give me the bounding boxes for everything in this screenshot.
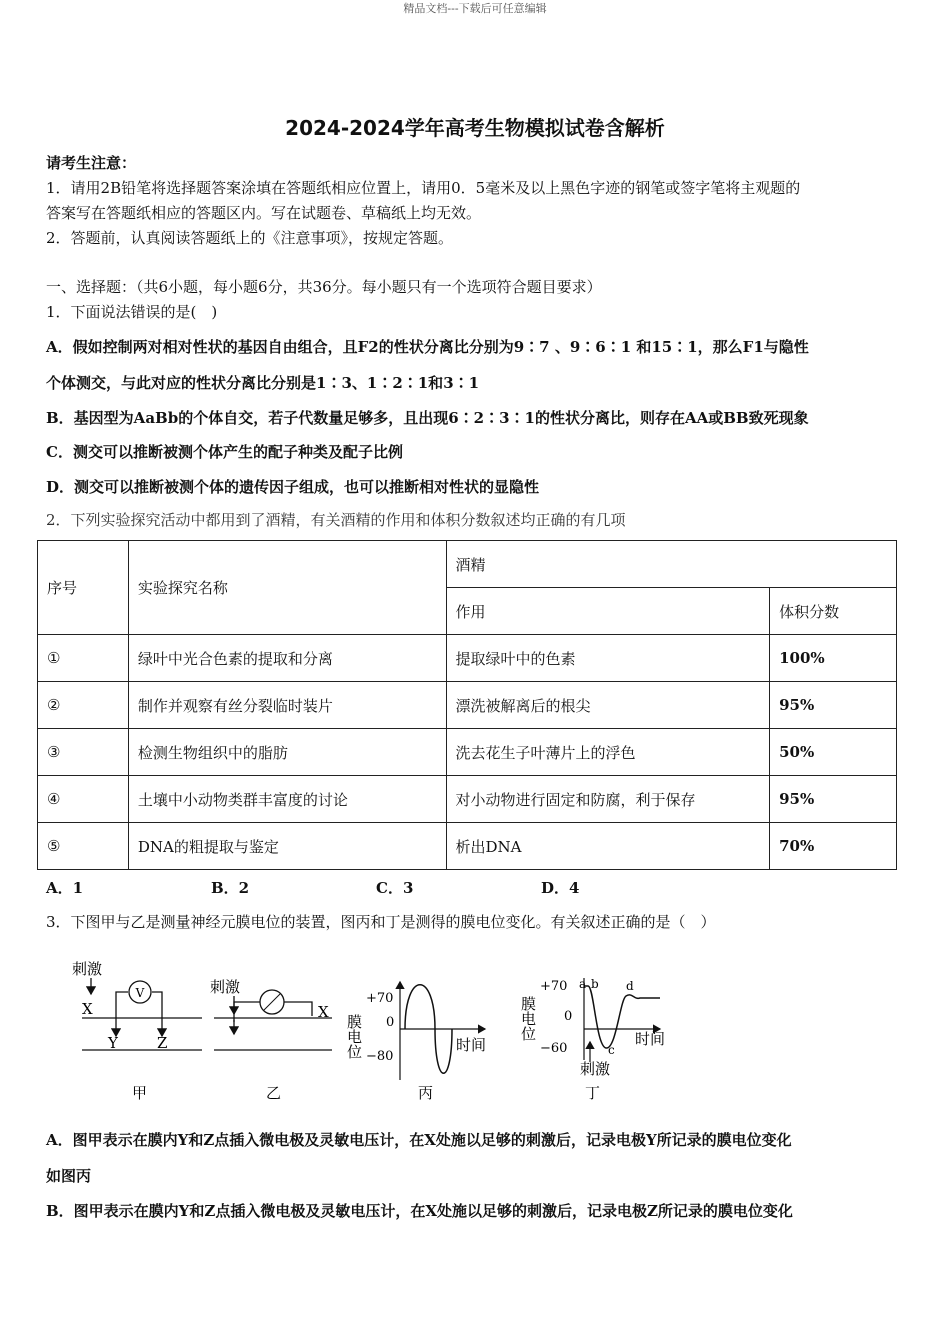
yi-caption: 乙 [266,1084,282,1102]
table-header-row [38,541,897,588]
page-title: 2024-2024学年高考生物模拟试卷含解析 [285,116,665,140]
bing-zero-value: 0 [386,1015,395,1030]
q1-option-a-line2: 个体测交，与此对应的性状分离比分别是1∶3、1∶2∶1和3∶1 [46,374,480,392]
q2-option-a: A．1 [46,879,84,897]
cell-role: 对小动物进行固定和防腐，利于保存 [446,776,770,823]
notice-line-1b: 答案写在答题纸相应的答题区内。写在试题卷、草稿纸上均无效。 [46,204,482,222]
table-row [38,729,897,776]
cell-role: 漂洗被解离后的根尖 [446,682,770,729]
cell-role: 提取绿叶中的色素 [446,635,770,682]
figure-yi [210,978,332,1102]
table-row [38,823,897,870]
header-vol: 体积分数 [770,588,897,635]
jia-y-label: Y [108,1034,118,1052]
cell-vol: 95% [770,776,897,823]
cell-name: 制作并观察有丝分裂临时装片 [128,682,446,729]
header-no: 序号 [38,541,129,635]
ding-c-label: c [608,1043,615,1057]
jia-x-label: X [82,1000,93,1018]
header-alcohol: 酒精 [446,541,897,588]
bing-bottom-value: −80 [366,1049,394,1064]
ding-zero-value: 0 [564,1009,573,1024]
table-row [38,682,897,729]
ding-bottom-value: −60 [540,1041,568,1056]
bing-top-value: +70 [366,991,394,1006]
cell-no: ⑤ [38,823,129,870]
cell-role: 析出DNA [446,823,770,870]
q3-option-b-line1: B．图甲表示在膜内Y和Z点插入微电极及灵敏电压计，在X处施以足够的刺激后，记录电极Z所记录的膜电位变化 [46,1202,793,1220]
q3-option-a-line1: A．图甲表示在膜内Y和Z点插入微电极及灵敏电压计，在X处施以足够的刺激后，记录电极Y所记录的膜电位变化 [46,1131,792,1149]
table-row [38,635,897,682]
q2-option-c: C．3 [376,879,414,897]
notice-heading: 请考生注意： [46,154,137,172]
ding-b-label: b [591,977,599,991]
alcohol-table [37,540,897,870]
cell-role: 洗去花生子叶薄片上的浮色 [446,729,770,776]
membrane-potential-figure [60,950,680,1105]
cell-vol: 95% [770,682,897,729]
ding-top-value: +70 [540,979,568,994]
cell-no: ① [38,635,129,682]
q1-option-c: C．测交可以推断被测个体产生的配子种类及配子比例 [46,443,403,461]
q1-option-a-line1: A．假如控制两对相对性状的基因自由组合，且F2的性状分离比分别为9∶7 、9∶6∶1 和15∶1，那么F1与隐性 [46,338,809,356]
bing-caption: 丙 [418,1084,434,1102]
page-header: 精品文档---下载后可任意编辑 [403,2,547,15]
figure-jia [72,960,202,1102]
q3-stem: 3．下图甲与乙是测量神经元膜电位的装置，图丙和丁是测得的膜电位变化。有关叙述正确的是（ ） [46,913,716,931]
q1-stem: 1．下面说法错误的是( ) [46,303,218,321]
q2-option-d: D．4 [541,879,580,897]
cell-name: 检测生物组织中的脂肪 [128,729,446,776]
section-heading: 一、选择题：（共6小题，每小题6分，共36分。每小题只有一个选项符合题目要求） [46,278,602,296]
header-role: 作用 [446,588,770,635]
bing-y-label: 膜电位 [345,1014,363,1059]
cell-name: 土壤中小动物类群丰富度的讨论 [128,776,446,823]
ding-caption: 丁 [585,1084,601,1102]
q1-option-d: D．测交可以推断被测个体的遗传因子组成，也可以推断相对性状的显隐性 [46,478,540,496]
cell-no: ④ [38,776,129,823]
jia-z-label: Z [157,1034,168,1052]
bing-x-label: 时间 [456,1036,487,1054]
q1-option-b: B．基因型为AaBb的个体自交，若子代数量足够多，且出现6∶2∶3∶1的性状分离比，则存在AA或BB致死现象 [46,409,809,427]
ding-stim-label: 刺激 [580,1060,611,1078]
figure-ding [519,977,665,1102]
cell-vol: 50% [770,729,897,776]
cell-name: DNA的粗提取与鉴定 [128,823,446,870]
yi-stim-label: 刺激 [210,978,241,996]
jia-stim-label: 刺激 [72,960,103,978]
figure-bing [345,982,486,1102]
yi-x-label: X [318,1003,329,1021]
cell-name: 绿叶中光合色素的提取和分离 [128,635,446,682]
jia-voltmeter-label: V [135,986,145,1000]
notice-line-2: 2．答题前，认真阅读答题纸上的《注意事项》，按规定答题。 [46,229,454,247]
header-name: 实验探究名称 [128,541,446,635]
q2-stem: 2．下列实验探究活动中都用到了酒精，有关酒精的作用和体积分数叙述均正确的有几项 [46,511,626,529]
cell-vol: 70% [770,823,897,870]
ding-y-label: 膜电位 [519,996,537,1041]
jia-caption: 甲 [132,1084,148,1102]
q2-option-b: B．2 [211,879,250,897]
q3-option-a-line2: 如图丙 [46,1167,92,1185]
table-row [38,776,897,823]
cell-no: ③ [38,729,129,776]
ding-d-label: d [626,979,634,993]
ding-x-label: 时间 [635,1030,666,1048]
ding-a-label: a [579,977,587,991]
cell-vol: 100% [770,635,897,682]
cell-no: ② [38,682,129,729]
notice-line-1a: 1．请用2B铅笔将选择题答案涂填在答题纸相应位置上，请用0．5毫米及以上黑色字迹的钢笔或签字笔将主观题的 [46,179,801,197]
